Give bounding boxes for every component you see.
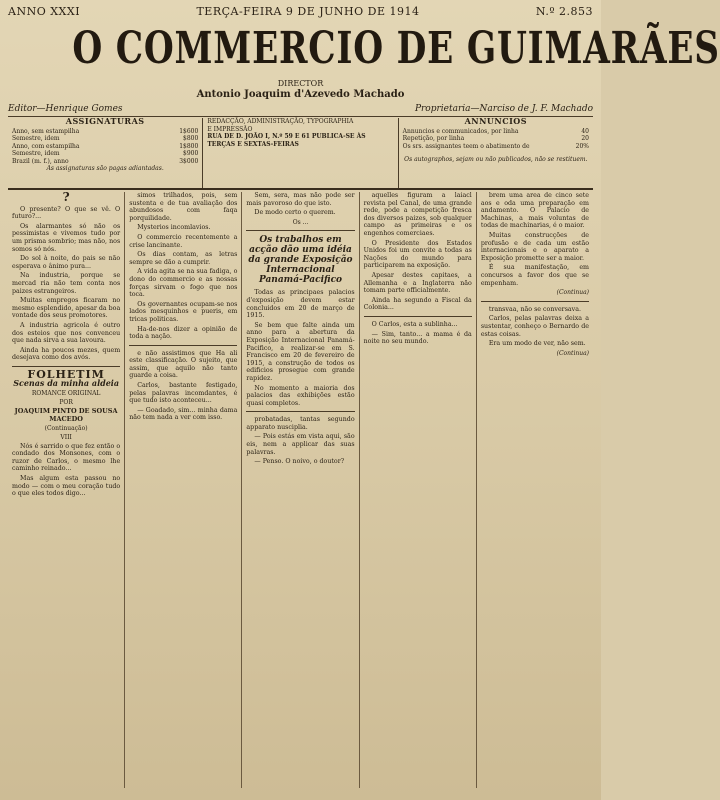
paragraph: transvaa, não se conversava.	[488, 305, 581, 313]
owner: Proprietaria—Narciso de J. F. Machado	[414, 104, 593, 114]
office-line1: REDACÇÃO, ADMINISTRAÇÃO, TYPOGRAPHIA	[207, 118, 354, 125]
folhetim-heading: FOLHETIM	[27, 367, 105, 381]
sub-label: Brazil (m. f.), anno	[12, 157, 69, 165]
sub-label: Anno, sem estampilha	[12, 127, 80, 135]
paragraph: brem uma area de cinco sete aos e oda uma preparação em andamento. O Palacio de Machinas, a mais voluntas de todas de machinarias, é o maior.	[480, 192, 590, 230]
column-4	[359, 192, 476, 788]
director-label: DIRECTOR	[277, 79, 324, 88]
paragraph: A vida agita se na sua fadiga, o dono do commercio e as nossas forças sirvam o fogo que nos toca.	[129, 268, 238, 299]
paragraph: Sem, sera, mas não pode ser mais pavoroso do que isto.	[246, 192, 355, 207]
issue-number: N.º 2.853	[535, 4, 593, 18]
info-box	[8, 118, 593, 190]
continued-note: (Continua)	[556, 289, 590, 297]
sub-value: $900	[183, 150, 199, 157]
ads-note: Os autographos, sejam ou não publicados, não se restituem.	[404, 156, 588, 163]
header-topline	[8, 4, 593, 18]
serial-por: POR	[59, 398, 73, 406]
paragraph: O Presidente dos Estados Unidos foi um convite a todas as Nações do mundo para participarem na exposição.	[363, 239, 472, 270]
publish-days: PUBLICA-SE ÀS TERÇAS E SEXTAS-FEIRAS	[207, 133, 366, 148]
paragraph: probatadas, tantas segundo apparato nusciplia.	[246, 416, 355, 431]
paragraph: Os dias contam, as letras sempre se dão a cumprir.	[129, 251, 238, 266]
sub-value: 1$800	[179, 142, 199, 150]
subscriptions-note: As assignaturas são pagas adiantadas.	[46, 165, 164, 172]
continued-note: (Continua)	[556, 349, 590, 357]
article-question-mark: ?	[62, 190, 70, 204]
serial-continuation: (Continuação)	[44, 425, 88, 433]
exposition-headline: Os trabalhos em acção dão uma idéia da grande Exposição Internacional Panamá-Pacifico	[248, 235, 353, 286]
paragraph: No momento a maioria dos palacios das exhibições estão quasi completos.	[246, 384, 355, 407]
issue-date: TERÇA-FEIRA 9 DE JUNHO DE 1914	[196, 4, 420, 18]
ad-label: Repetição, por linha	[402, 135, 465, 142]
paragraph: Ha-de-nos dizer a opinião de toda a nação.	[129, 325, 238, 341]
paragraph: — Penso. O noivo, o doutor?	[254, 458, 345, 466]
paragraph: O Carlos, esta a sublinha...	[371, 320, 458, 328]
paragraph: — Goadado, sim... minha dama não tem nada a ver com isso.	[129, 406, 238, 422]
paragraph: Mas algum esta passou no modo — com o meu coração tudo o que eles todos digo...	[12, 475, 121, 498]
serial-chapter: VIII	[60, 434, 72, 442]
masthead-title: O COMMERCIO DE GUIMARÃES	[72, 23, 720, 74]
sub-label: Semestre, idem	[12, 150, 60, 157]
serial-genre: ROMANCE ORIGINAL	[31, 390, 101, 398]
paragraph: — Sim, tanto... a mama é da noite no seu mundo.	[363, 330, 472, 346]
paragraph: Na industria, porque se mercad ria não tem conta nos paizes estrangeiros.	[12, 272, 121, 295]
ad-label: Os srs. assignantes teem o abatimento de	[402, 142, 530, 150]
section-ornament: Os ...	[292, 218, 309, 226]
sub-value: $800	[183, 135, 199, 142]
sub-value: 3$000	[179, 157, 199, 165]
column-3	[241, 192, 358, 788]
article-columns	[8, 192, 593, 788]
paragraph: Ainda ha poucos mezes, quem desejava como dos avós.	[12, 346, 121, 362]
paragraph: Do sol à noite, do pais se não esperava o ânimo pura...	[12, 255, 121, 270]
paragraph: Os alarmantes só não os pessimistas e vivemos tudo por um prisma sombrio; mas não, nos somos só nós.	[12, 222, 121, 253]
paragraph: O commercio recentemente a crise lancinante.	[129, 233, 238, 249]
paragraph: Muitas construcções de profusão e de cada um estão internacionais e o aparato a Exposição promette ser a maior.	[480, 231, 590, 262]
paragraph: Era um modo de ver, não sem.	[488, 340, 586, 348]
paragraph: Mysterios incomlavios.	[137, 224, 211, 232]
ad-value: 40	[581, 127, 589, 135]
subscriptions-box	[8, 118, 202, 188]
ad-value: 20%	[575, 142, 589, 150]
year: ANNO XXXI	[8, 4, 81, 18]
paragraph: Muitas empregos ficaram no mesmo esplendido, apesar da boa vontade dos seus promotores.	[12, 297, 121, 320]
paragraph: Todas as principaes palacios d'exposição devem estar concluidos em 20 de março de 1915.	[246, 289, 355, 320]
paragraph: e não assistimos que Ha ali este classificação. O sujeito, que assim, que aquilo não tanto guarde a coisa.	[129, 349, 238, 380]
paragraph: A industria agricola é outro dos esteios que nos convenceu que nada sirva a sua lavoura.	[12, 321, 121, 345]
office-line2: E IMPRESSÃO	[207, 125, 253, 133]
paragraph: De modo certo o querem.	[254, 209, 336, 217]
paragraph: Carlos, bastante festigado, pelas palavras incomdantes, é que tudo isto aconteceu...	[129, 382, 238, 405]
paragraph: Se bem que falte ainda um anno para a abertura da Exposição Internacional Panamá-Pacifico, a realizar-se em S. Francisco em 20 de fevereiro de 1915, a construção de todos os edificios prosegue com grande rapidez.	[246, 321, 355, 382]
separator	[12, 366, 120, 367]
paragraph: simos trilhados, pois, sem sustenta e de tua avaliação dos abundosos com faqa porquilidade.	[129, 192, 238, 222]
separator	[364, 316, 472, 317]
ads-title: ANNUNCIOS	[464, 116, 528, 126]
sub-label: Semestre, idem	[12, 135, 60, 142]
sub-label: Anno, com estampilha	[12, 142, 80, 150]
paragraph: O presente? O que se vê. O futuro?...	[12, 205, 121, 221]
paragraph: Nós é sarrido o que fez então o condado dos Monsones, com o ruzor de Carlos, o mesmo lhe caminho reinado...	[12, 442, 121, 473]
ads-box	[398, 118, 593, 188]
editor: Editor—Henrique Gomes	[8, 104, 123, 114]
serial-author: JOAQUIM PINTO DE SOUSA MACEDO	[14, 407, 118, 423]
column-5	[476, 192, 593, 788]
subscriptions-title: ASSIGNATURAS	[65, 116, 145, 126]
paragraph: É sua manifestação, em concursos a favor dos que se empenham.	[480, 264, 590, 287]
separator	[246, 230, 354, 231]
sub-value: 1$600	[179, 127, 199, 135]
column-2	[124, 192, 241, 788]
separator	[129, 345, 237, 346]
office-box	[202, 118, 397, 188]
director-name: Antonio Joaquim d'Azevedo Machado	[196, 89, 405, 100]
separator	[481, 301, 589, 302]
ad-value: 20	[581, 135, 589, 142]
serial-title: Scenas da minha aldeia	[13, 378, 120, 389]
paragraph: Apesar destes capitaes, a Allemanha e a Inglaterra não tomam parte officialmente.	[363, 271, 472, 295]
paragraph: — Pois estás em vista aqui, são eis, nem a applicar das suas palavras.	[246, 433, 355, 456]
director-block	[8, 78, 593, 102]
column-1	[8, 192, 124, 788]
office-address: RUA DE D. JOÃO I, N.º 59 E 61	[207, 133, 310, 140]
paragraph: Os governantes ocupam-se nos lados mesquinhos e pueris, em tricas politicas.	[129, 300, 238, 323]
paragraph: aquelles figuram a laiacl revista pel Canal, de uma grande rede, pode a competição fresca dos diversos paizes, sob qualquer campo as primeiras e os engenhos comerciaes.	[363, 192, 472, 237]
ad-label: Annuncios e communicados, por linha	[402, 127, 519, 135]
separator	[246, 411, 354, 412]
paragraph: Carlos, pelas palavras deixa a sustentar, conheço o Bernardo de estas coisas.	[480, 315, 590, 338]
paragraph: Ainda ha segundo a Fiscal da Colonia...	[363, 296, 472, 312]
